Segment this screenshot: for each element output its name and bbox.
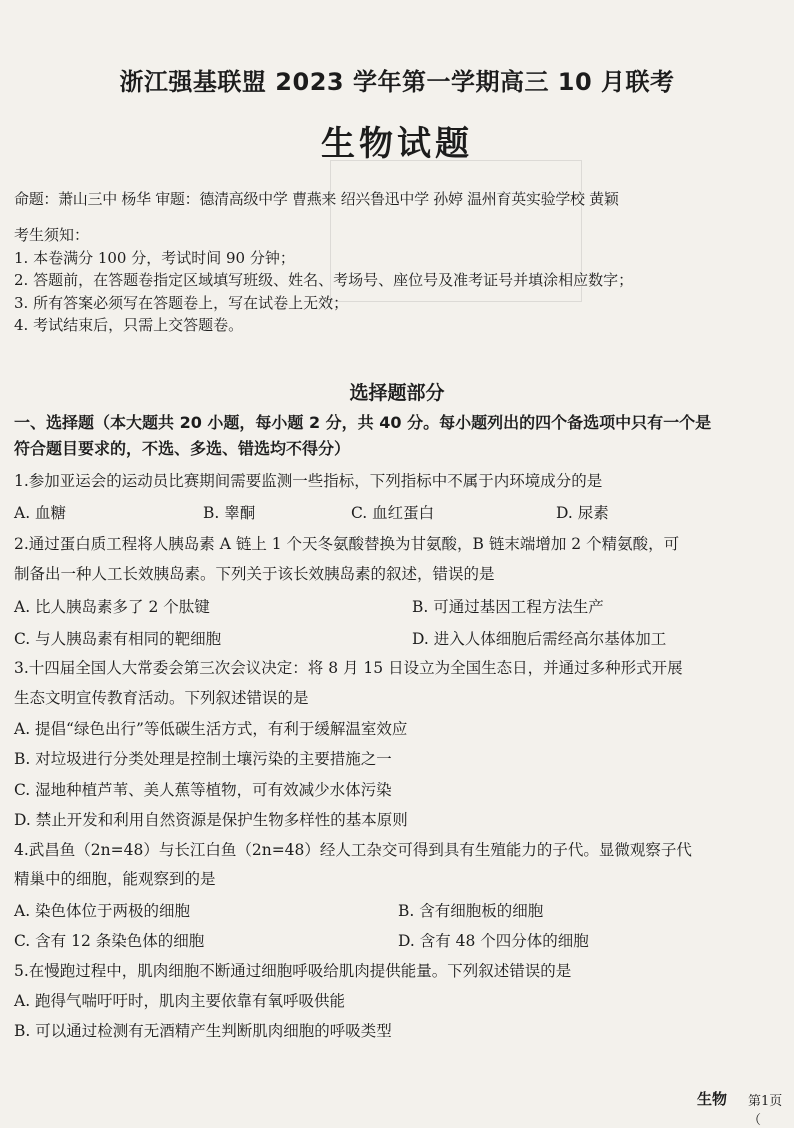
question-stem: 生态文明宣传教育活动。下列叙述错误的是 — [14, 689, 309, 707]
section-instruction: 一、选择题（本大题共 20 小题，每小题 2 分，共 40 分。每小题列出的四个备选项中只有一个是 — [14, 413, 712, 432]
question-stem: 4.武昌鱼（2n=48）与长江白鱼（2n=48）经人工杂交可得到具有生殖能力的子代。显微观察子代 — [14, 841, 692, 859]
question-stem: 制备出一种人工长效胰岛素。下列关于该长效胰岛素的叙述，错误的是 — [14, 565, 495, 583]
option-a: A. 提倡“绿色出行”等低碳生活方式，有利于缓解温室效应 — [14, 720, 408, 738]
section-instruction: 符合题目要求的，不选、多选、错选均不得分） — [14, 439, 351, 458]
notice-item: 1. 本卷满分 100 分，考试时间 90 分钟； — [14, 248, 295, 267]
footer-page-number: 第1页（ — [748, 1094, 783, 1128]
notice-item: 3. 所有答案必须写在答题卷上，写在试卷上无效； — [14, 293, 349, 312]
section-title: 选择题部分 — [349, 382, 445, 404]
question-stem: 3.十四届全国人大常委会第三次会议决定：将 8 月 15 日设立为全国生态日，并通过多种形式开展 — [14, 659, 683, 677]
option-a: A. 血糖 — [14, 504, 67, 522]
option-b: B. 含有细胞板的细胞 — [398, 902, 544, 920]
option-c: C. 含有 12 条染色体的细胞 — [14, 932, 205, 950]
notice-heading: 考生须知： — [14, 226, 90, 244]
option-c: C. 湿地种植芦苇、美人蕉等植物，可有效减少水体污染 — [14, 781, 392, 799]
notice-item: 4. 考试结束后，只需上交答题卷。 — [14, 316, 244, 334]
option-a: A. 比人胰岛素多了 2 个肽键 — [14, 598, 210, 616]
option-d: D. 尿素 — [556, 504, 609, 522]
authors-line: 命题：萧山三中 杨华 审题：德清高级中学 曹燕来 绍兴鲁迅中学 孙婷 温州育英实验学校 黄颖 — [14, 190, 619, 208]
question-stem: 5.在慢跑过程中，肌肉细胞不断通过细胞呼吸给肌肉提供能量。下列叙述错误的是 — [14, 962, 572, 980]
question-stem: 精巢中的细胞，能观察到的是 — [14, 870, 216, 888]
option-a: A. 染色体位于两极的细胞 — [14, 902, 191, 920]
question-stem: 2.通过蛋白质工程将人胰岛素 A 链上 1 个天冬氨酸替换为甘氨酸，B 链末端增加 2 个精氨酸，可 — [14, 535, 680, 553]
option-d: D. 含有 48 个四分体的细胞 — [398, 932, 589, 950]
notice-item: 2. 答题前，在答题卷指定区域填写班级、姓名、考场号、座位号及准考证号并填涂相应数字； — [14, 271, 634, 289]
option-d: D. 进入人体细胞后需经高尔基体加工 — [412, 630, 667, 648]
exam-title: 浙江强基联盟 2023 学年第一学期高三 10 月联考 — [119, 68, 675, 96]
subject-title: 生物试题 — [321, 124, 473, 164]
option-b: B. 可以通过检测有无酒精产生判断肌肉细胞的呼吸类型 — [14, 1022, 392, 1040]
option-c: C. 与人胰岛素有相同的靶细胞 — [14, 630, 222, 648]
option-b: B. 睾酮 — [203, 504, 256, 522]
option-a: A. 跑得气喘吁吁时，肌肉主要依靠有氧呼吸供能 — [14, 992, 346, 1010]
option-b: B. 可通过基因工程方法生产 — [412, 598, 604, 616]
exam-notice — [14, 224, 633, 337]
question-stem: 1.参加亚运会的运动员比赛期间需要监测一些指标，下列指标中不属于内环境成分的是 — [14, 472, 603, 490]
option-d: D. 禁止开发和利用自然资源是保护生物多样性的基本原则 — [14, 811, 408, 829]
option-c: C. 血红蛋白 — [351, 504, 435, 522]
footer-subject: 生物 — [697, 1090, 728, 1108]
option-b: B. 对垃圾进行分类处理是控制土壤污染的主要措施之一 — [14, 750, 392, 768]
